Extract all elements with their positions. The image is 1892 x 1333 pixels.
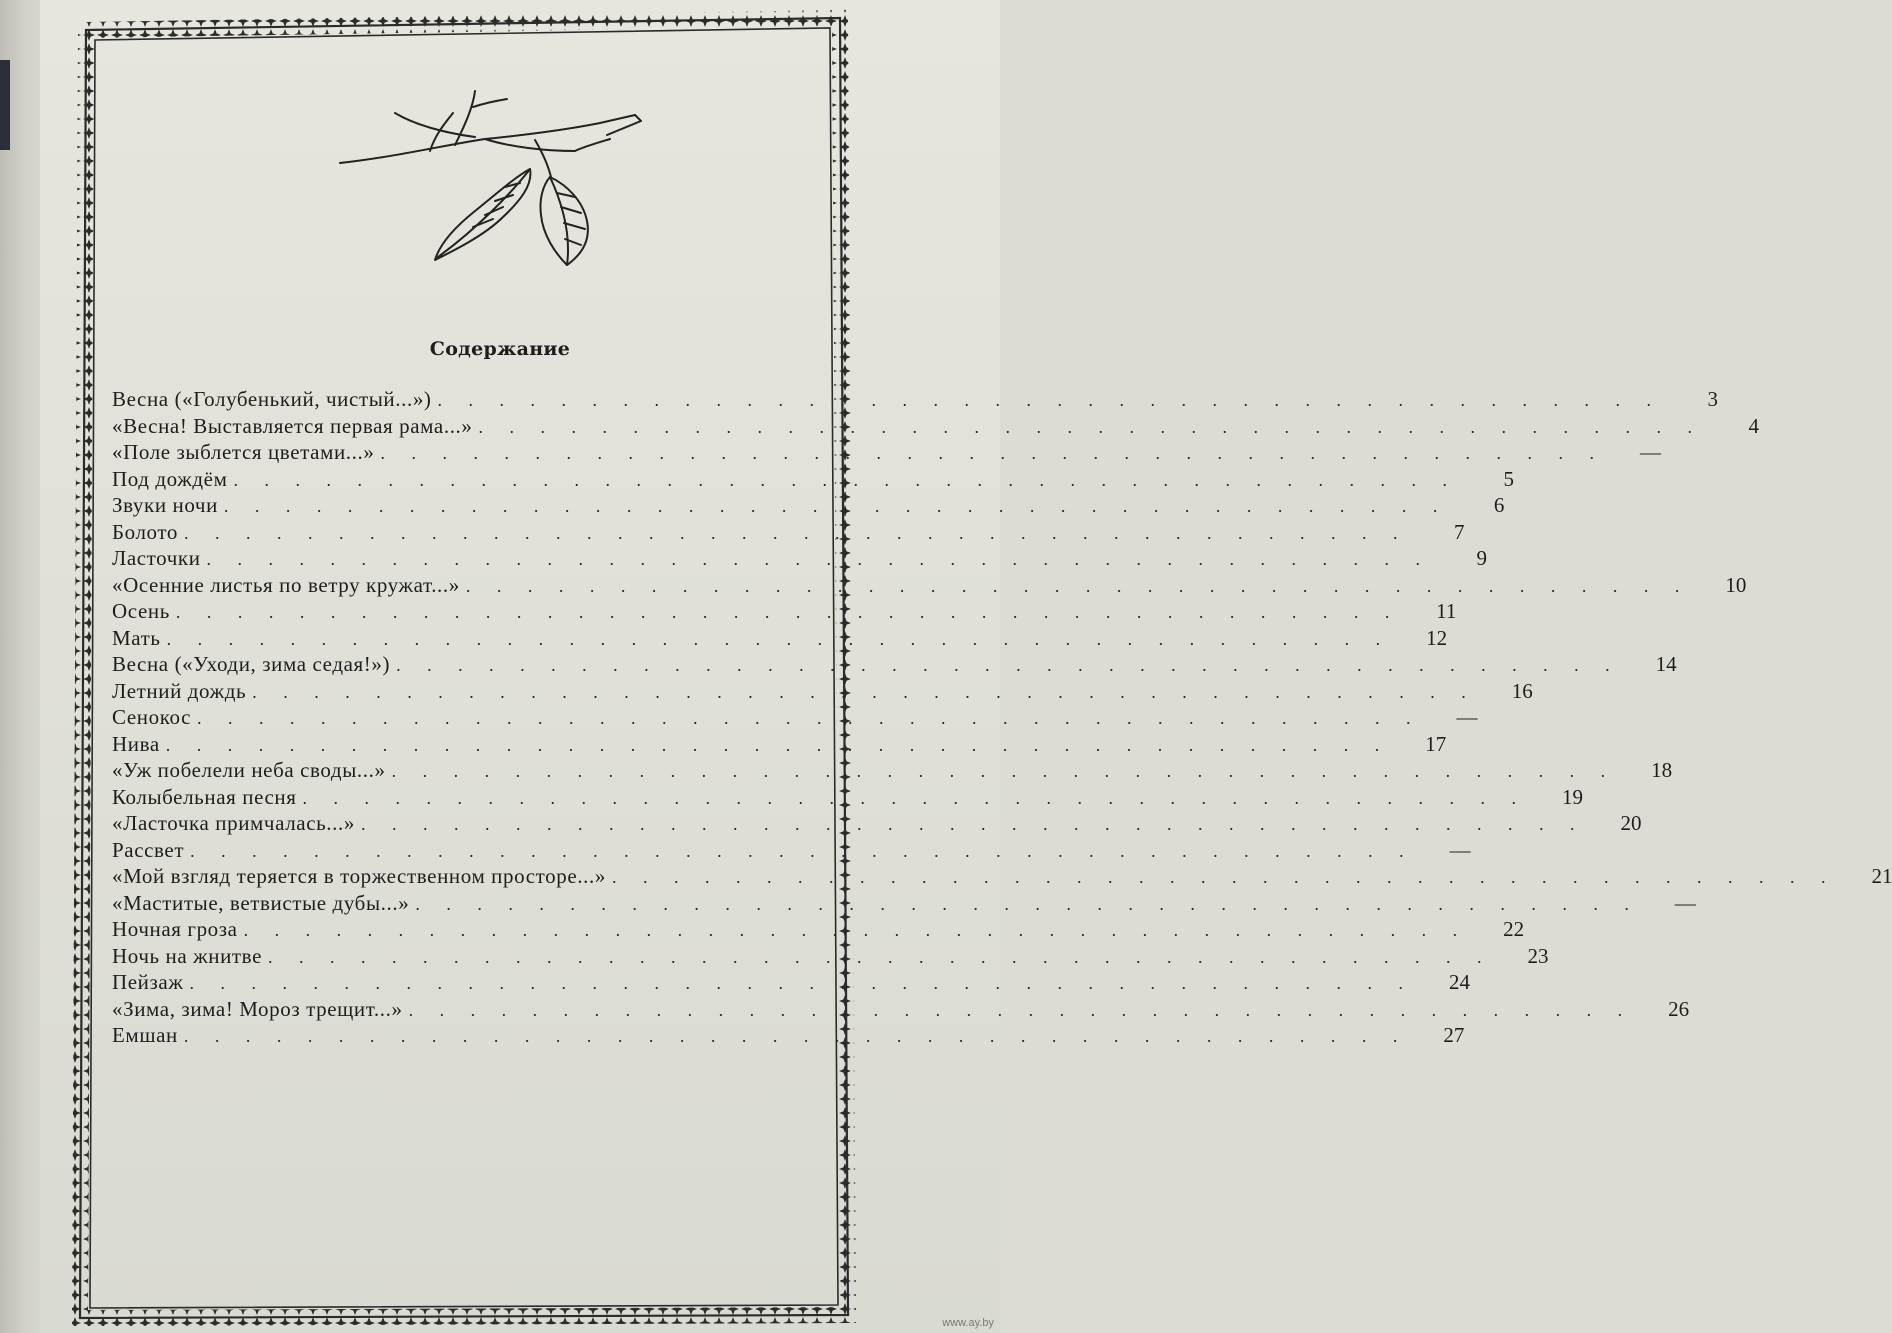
toc-leader-dots: . . . . . . . . . . . . . . . . . . . . . . . . . . . . . . . . . . . . . . . . [465, 575, 1691, 596]
toc-leader-dots: . . . . . . . . . . . . . . . . . . . . . . . . . . . . . . . . . . . . . . . . [360, 814, 1586, 834]
toc-leader-dots: . . . . . . . . . . . . . . . . . . . . . . . . . . . . . . . . . . . . . . . . [396, 655, 1621, 675]
toc-entry-title: Сенокос [112, 705, 192, 729]
toc-leader-dots: . . . . . . . . . . . . . . . . . . . . . . . . . . . . . . . . . . . . . . . . [183, 1026, 1409, 1046]
toc-leader-dots: . . . . . . . . . . . . . . . . . . . . . . . . . . . . . . . . . . . . . . . . [611, 867, 1837, 887]
toc-entry-title: Колыбельная песня [112, 784, 297, 809]
toc-entry-title: Рассвет [112, 837, 185, 862]
toc-leader-dots: . . . . . . . . . . . . . . . . . . . . . . . . . . . . . . . . . . . . . . . . [175, 602, 1401, 622]
toc-entry-page-number: 3 [1707, 387, 1719, 411]
toc-entry [112, 493, 1505, 520]
toc-entry-title: Мать [112, 625, 161, 650]
toc-leader-dots: . . . . . . . . . . . . . . . . . . . . . . . . . . . . . . . . . . . . . . . . [268, 946, 1493, 967]
toc-entry-title: Пейзаж [112, 970, 184, 994]
toc-entry [112, 996, 1690, 1024]
toc-entry-title: Весна («Голубенький, чистый...») [112, 387, 432, 411]
toc-entry-title: Под дождём [112, 466, 228, 491]
toc-entry [112, 572, 1747, 600]
toc-entry-title: Ночь на жнитве [112, 943, 262, 968]
toc-entry-page-number: — [1449, 837, 1471, 862]
toc-entry-title: «Ласточка примчалась...» [112, 811, 355, 835]
toc-entry-page-number: 5 [1503, 466, 1514, 491]
toc-entry-page-number: 20 [1620, 811, 1642, 835]
toc-entry [112, 652, 1677, 679]
toc-leader-dots: . . . . . . . . . . . . . . . . . . . . . . . . . . . . . . . . . . . . . . . . [391, 761, 1617, 781]
toc-entry [112, 1023, 1465, 1050]
toc-entry-title: Болото [112, 519, 178, 544]
toc-leader-dots: . . . . . . . . . . . . . . . . . . . . . . . . . . . . . . . . . . . . . . . . [206, 549, 1432, 569]
toc-heading: Содержание [429, 338, 571, 360]
toc-entry-page-number: 23 [1527, 943, 1549, 968]
toc-entry-page-number: 7 [1454, 519, 1465, 544]
site-watermark: www.ay.by [942, 1317, 994, 1329]
toc-entry-page-number: 18 [1651, 758, 1673, 782]
toc-entry-page-number: 4 [1748, 413, 1759, 438]
toc-leader-dots: . . . . . . . . . . . . . . . . . . . . . . . . . . . . . . . . . . . . . . . . [223, 496, 1449, 516]
toc-entry-page-number: 10 [1725, 572, 1747, 597]
toc-entry [112, 943, 1549, 971]
toc-entry-title: Ночная гроза [112, 917, 238, 941]
toc-entry-page-number: 17 [1425, 731, 1447, 756]
toc-leader-dots: . . . . . . . . . . . . . . . . . . . . . . . . . . . . . . . . . . . . . . . . [302, 787, 1528, 808]
book-page [40, 0, 1892, 1333]
toc-entry-title: «Маститые, ветвистые дубы...» [112, 890, 410, 915]
toc-entry [112, 466, 1514, 494]
toc-leader-dots: . . . . . . . . . . . . . . . . . . . . . . . . . . . . . . . . . . . . . . . . [197, 708, 1422, 728]
toc-entry-page-number: 21 [1871, 864, 1892, 888]
toc-entry-page-number: 22 [1503, 917, 1525, 941]
toc-entry-title: «Осенние листья по ветру кружат...» [112, 572, 460, 597]
toc-entry [112, 864, 1892, 891]
toc-entry-title: «Поле зыблется цветами...» [112, 440, 375, 464]
toc-leader-dots: . . . . . . . . . . . . . . . . . . . . . . . . . . . . . . . . . . . . . . . . [437, 390, 1663, 410]
toc-entry-title: Емшан [112, 1023, 178, 1047]
toc-leader-dots: . . . . . . . . . . . . . . . . . . . . . . . . . . . . . . . . . . . . . . . . [233, 469, 1458, 490]
toc-entry-title: «Мой взгляд теряется в торжественном просторе...» [112, 864, 606, 888]
toc-entry [112, 519, 1465, 547]
branch-with-leaves-icon [335, 85, 655, 275]
toc-leader-dots: . . . . . . . . . . . . . . . . . . . . . . . . . . . . . . . . . . . . . . . . [189, 973, 1414, 993]
toc-leader-dots: . . . . . . . . . . . . . . . . . . . . . . . . . . . . . . . . . . . . . . . . [243, 920, 1469, 940]
toc-entry [112, 625, 1448, 653]
toc-entry-page-number: 14 [1655, 652, 1677, 676]
toc-entry-page-number: — [1456, 705, 1478, 729]
toc-entry [112, 705, 1478, 732]
toc-entry-title: «Зима, зима! Мороз трещит...» [112, 996, 403, 1021]
toc-entry [112, 387, 1719, 414]
toc-entry-title: Летний дождь [112, 678, 247, 703]
toc-entry [112, 440, 1661, 467]
toc-entry-page-number: 12 [1426, 625, 1448, 650]
toc-entry [112, 837, 1471, 865]
toc-leader-dots: . . . . . . . . . . . . . . . . . . . . . . . . . . . . . . . . . . . . . . . . [478, 416, 1703, 437]
toc-entry-title: Осень [112, 599, 170, 623]
toc-entry [112, 784, 1584, 812]
toc-entry [112, 811, 1642, 838]
toc-entry-page-number: 9 [1476, 546, 1488, 570]
toc-entry [112, 890, 1696, 918]
toc-entry-page-number: 11 [1436, 599, 1457, 623]
toc-entry-title: Весна («Уходи, зима седая!») [112, 652, 391, 676]
toc-entry-page-number: 19 [1562, 784, 1584, 809]
toc-entry-page-number: — [1674, 890, 1696, 915]
toc-entry-page-number: 26 [1668, 996, 1690, 1021]
toc-entry-page-number: 24 [1448, 970, 1470, 994]
toc-entry-page-number: 16 [1511, 678, 1533, 703]
toc-leader-dots: . . . . . . . . . . . . . . . . . . . . . . . . . . . . . . . . . . . . . . . . [415, 893, 1640, 914]
book-cover-edge [0, 60, 10, 150]
toc-entry [112, 546, 1488, 573]
toc-entry-page-number: 27 [1443, 1023, 1465, 1047]
previous-page-edge [0, 0, 40, 1333]
toc-leader-dots: . . . . . . . . . . . . . . . . . . . . . . . . . . . . . . . . . . . . . . . . [190, 840, 1415, 861]
toc-leader-dots: . . . . . . . . . . . . . . . . . . . . . . . . . . . . . . . . . . . . . . . . [252, 681, 1477, 702]
toc-entry [112, 413, 1759, 441]
toc-entry-title: «Весна! Выставляется первая рама...» [112, 413, 473, 438]
toc-leader-dots: . . . . . . . . . . . . . . . . . . . . . . . . . . . . . . . . . . . . . . . . [166, 628, 1392, 649]
toc-entry-title: Ласточки [112, 546, 201, 570]
toc-leader-dots: . . . . . . . . . . . . . . . . . . . . . . . . . . . . . . . . . . . . . . . . [165, 734, 1391, 755]
toc-leader-dots: . . . . . . . . . . . . . . . . . . . . . . . . . . . . . . . . . . . . . . . . [184, 522, 1409, 543]
toc-entry [112, 678, 1533, 706]
toc-entry [112, 758, 1673, 785]
toc-leader-dots: . . . . . . . . . . . . . . . . . . . . . . . . . . . . . . . . . . . . . . . . [408, 999, 1634, 1020]
table-of-contents [112, 387, 1892, 1050]
toc-entry [112, 970, 1470, 997]
toc-entry-title: Нива [112, 731, 160, 756]
toc-entry-page-number: 6 [1493, 493, 1505, 517]
toc-entry [112, 599, 1457, 626]
toc-entry-title: «Уж побелели неба своды...» [112, 758, 386, 782]
toc-entry [112, 917, 1525, 944]
toc-entry-title: Звуки ночи [112, 493, 218, 517]
toc-leader-dots: . . . . . . . . . . . . . . . . . . . . . . . . . . . . . . . . . . . . . . . . [380, 443, 1605, 463]
toc-entry-page-number: — [1639, 440, 1661, 464]
toc-entry [112, 731, 1447, 759]
